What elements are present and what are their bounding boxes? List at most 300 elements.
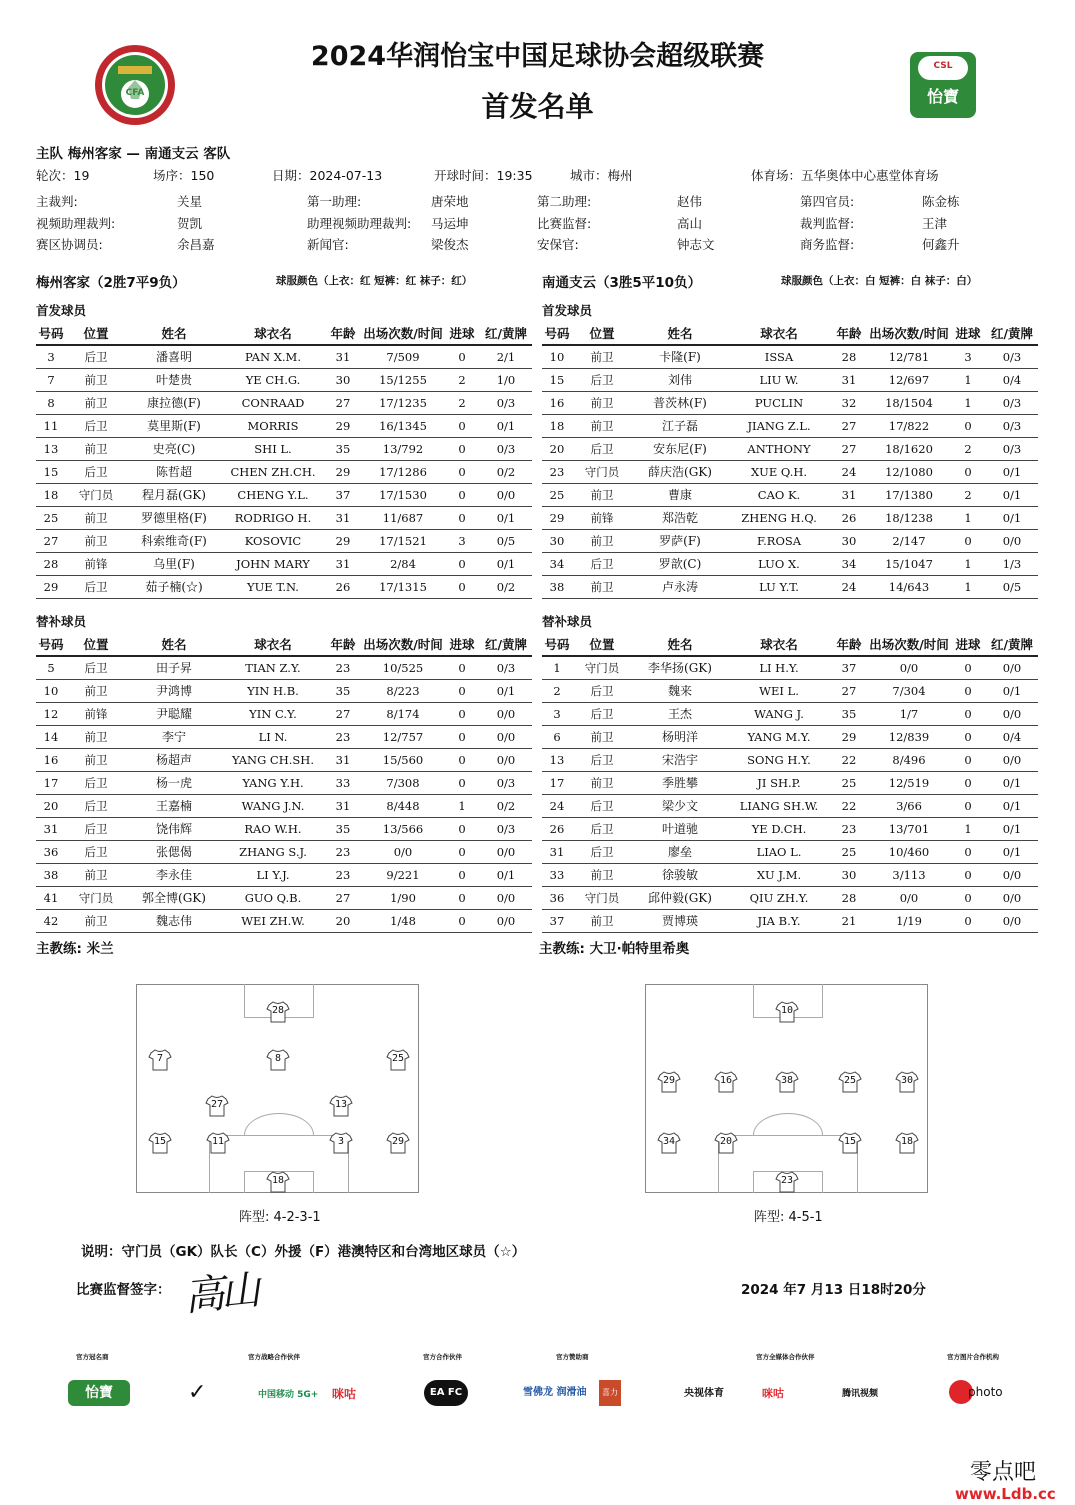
table-cell: WEI L. xyxy=(728,679,830,702)
table-cell: 5 xyxy=(36,656,66,679)
table-cell: 0/3 xyxy=(986,345,1038,368)
home-team-record: 梅州客家（2胜7平9负） xyxy=(36,275,186,291)
table-cell: 0/5 xyxy=(986,575,1038,598)
table-row xyxy=(542,886,1038,909)
home-formation-pitch xyxy=(136,984,419,1193)
table-cell: 前卫 xyxy=(66,679,126,702)
table-cell: XU J.M. xyxy=(728,863,830,886)
official-value: 赵伟 xyxy=(677,194,703,209)
table-cell: 1/3 xyxy=(986,552,1038,575)
table-cell: 0/3 xyxy=(986,414,1038,437)
table-cell: 1 xyxy=(444,794,480,817)
table-cell: 0/2 xyxy=(480,460,532,483)
table-cell: 0 xyxy=(444,679,480,702)
player-shirt xyxy=(266,1171,290,1193)
table-cell: 16/1345 xyxy=(362,414,444,437)
table-cell: SONG H.Y. xyxy=(728,748,830,771)
table-cell: 3 xyxy=(950,345,986,368)
official-label: 裁判监督: xyxy=(800,216,855,231)
table-cell: 7/509 xyxy=(362,345,444,368)
table-cell: 0 xyxy=(444,345,480,368)
signature-label: 比赛监督签字： xyxy=(76,1282,171,1298)
official-value: 高山 xyxy=(677,216,703,231)
table-cell: 36 xyxy=(36,840,66,863)
table-cell: 16 xyxy=(36,748,66,771)
player-shirt xyxy=(775,1071,799,1093)
table-cell: 31 xyxy=(542,840,572,863)
table-row xyxy=(542,575,1038,598)
table-cell: 前卫 xyxy=(572,725,632,748)
table-cell: 30 xyxy=(324,368,362,391)
table-cell: 后卫 xyxy=(66,840,126,863)
cctv-sports-logo: 央视体育 xyxy=(684,1388,724,1399)
shirt-number: 23 xyxy=(780,1175,794,1186)
table-cell: 徐骏敏 xyxy=(632,863,728,886)
table-cell: ISSA xyxy=(728,345,830,368)
table-cell: 17/1521 xyxy=(362,529,444,552)
table-cell: 15/560 xyxy=(362,748,444,771)
table-cell: WANG J.N. xyxy=(222,794,324,817)
table-cell: LUO X. xyxy=(728,552,830,575)
table-cell: 25 xyxy=(830,840,868,863)
official-value: 关星 xyxy=(177,194,203,209)
table-cell: XUE Q.H. xyxy=(728,460,830,483)
cfa-logo-text: CFA xyxy=(125,88,145,98)
table-cell: TIAN Z.Y. xyxy=(222,656,324,679)
table-cell: F.ROSA xyxy=(728,529,830,552)
table-row xyxy=(36,748,532,771)
table-cell: 14 xyxy=(36,725,66,748)
table-cell: JOHN MARY xyxy=(222,552,324,575)
table-row xyxy=(36,817,532,840)
table-cell: 0/3 xyxy=(480,771,532,794)
home-kit-colors: 球服颜色（上衣：红 短裤：红 袜子：红） xyxy=(276,275,473,287)
table-cell: 16 xyxy=(542,391,572,414)
table-cell: 1 xyxy=(950,552,986,575)
table-cell: 1 xyxy=(950,391,986,414)
table-cell: 29 xyxy=(324,414,362,437)
table-cell: YIN H.B. xyxy=(222,679,324,702)
table-cell: 35 xyxy=(324,437,362,460)
table-cell: 康拉德(F) xyxy=(126,391,222,414)
table-cell: 0/0 xyxy=(868,886,950,909)
home-coach: 主教练: 米兰 xyxy=(36,941,114,957)
round: 轮次：19 xyxy=(36,168,90,183)
table-cell: 李宁 xyxy=(126,725,222,748)
table-cell: 曹康 xyxy=(632,483,728,506)
watermark-url: www.Ldb.cc xyxy=(955,1485,1056,1503)
table-cell: 31 xyxy=(36,817,66,840)
table-cell: 13/566 xyxy=(362,817,444,840)
table-cell: 28 xyxy=(36,552,66,575)
table-cell: SHI L. xyxy=(222,437,324,460)
table-cell: 26 xyxy=(542,817,572,840)
table-cell: 0/0 xyxy=(480,886,532,909)
table-cell: 前卫 xyxy=(572,529,632,552)
table-cell: 0/0 xyxy=(986,886,1038,909)
table-cell: 33 xyxy=(324,771,362,794)
table-cell: 0/1 xyxy=(986,817,1038,840)
table-header-row xyxy=(36,322,532,345)
table-row xyxy=(36,725,532,748)
table-row xyxy=(542,437,1038,460)
table-cell: 守门员 xyxy=(572,656,632,679)
table-row xyxy=(542,679,1038,702)
table-cell: 0/0 xyxy=(986,909,1038,932)
table-cell: 0 xyxy=(950,863,986,886)
shirt-number: 29 xyxy=(662,1075,676,1086)
player-shirt xyxy=(714,1132,738,1154)
table-cell: 0 xyxy=(444,483,480,506)
table-cell: 24 xyxy=(542,794,572,817)
table-row xyxy=(36,506,532,529)
table-cell: YE CH.G. xyxy=(222,368,324,391)
official-value: 何鑫升 xyxy=(922,237,960,252)
table-cell: 11 xyxy=(36,414,66,437)
column-header: 球衣名 xyxy=(222,633,324,656)
table-row xyxy=(36,483,532,506)
table-cell: 1/0 xyxy=(480,368,532,391)
table-row xyxy=(542,725,1038,748)
column-header: 位置 xyxy=(66,322,126,345)
column-header: 姓名 xyxy=(632,322,728,345)
table-cell: 1 xyxy=(950,575,986,598)
home-formation: 阵型: 4-2-3-1 xyxy=(239,1210,321,1225)
table-row xyxy=(36,840,532,863)
table-row xyxy=(36,909,532,932)
table-cell: 31 xyxy=(830,483,868,506)
table-cell: 6 xyxy=(542,725,572,748)
column-header: 红/黄牌 xyxy=(986,322,1038,345)
table-cell: 23 xyxy=(324,725,362,748)
table-row xyxy=(36,437,532,460)
table-cell: 科索维奇(F) xyxy=(126,529,222,552)
column-header: 进球 xyxy=(950,633,986,656)
table-cell: 26 xyxy=(830,506,868,529)
table-cell: 魏来 xyxy=(632,679,728,702)
table-row xyxy=(36,863,532,886)
table-cell: 41 xyxy=(36,886,66,909)
table-row xyxy=(36,794,532,817)
column-header: 号码 xyxy=(36,322,66,345)
official-value: 贺凯 xyxy=(177,216,203,231)
table-cell: 12/839 xyxy=(868,725,950,748)
teams-line: 主队 梅州客家 — 南通支云 客队 xyxy=(36,146,231,162)
table-cell: 前锋 xyxy=(66,702,126,725)
kickoff-time: 开球时间：19:35 xyxy=(434,168,533,183)
table-cell: MORRIS xyxy=(222,414,324,437)
away-formation: 阵型: 4-5-1 xyxy=(754,1210,823,1225)
table-cell: 2 xyxy=(950,483,986,506)
table-cell: 叶楚贵 xyxy=(126,368,222,391)
city: 城市：梅州 xyxy=(570,168,633,183)
table-cell: 0/3 xyxy=(480,437,532,460)
table-cell: 后卫 xyxy=(66,414,126,437)
table-cell: 26 xyxy=(324,575,362,598)
match-no: 场序：150 xyxy=(153,168,215,183)
table-cell: 0 xyxy=(444,725,480,748)
table-cell: 后卫 xyxy=(572,679,632,702)
table-cell: 尹聪耀 xyxy=(126,702,222,725)
table-cell: KOSOVIC xyxy=(222,529,324,552)
table-cell: 17/822 xyxy=(868,414,950,437)
table-cell: 0 xyxy=(444,575,480,598)
sponsor-label: 官方合作伙伴 xyxy=(423,1353,462,1361)
table-cell: 22 xyxy=(830,748,868,771)
table-cell: 0/1 xyxy=(986,506,1038,529)
table-cell: 36 xyxy=(542,886,572,909)
player-shirt xyxy=(838,1071,862,1093)
table-cell: 邱仲毅(GK) xyxy=(632,886,728,909)
table-cell: YANG Y.H. xyxy=(222,771,324,794)
table-cell: 23 xyxy=(830,817,868,840)
shirt-number: 20 xyxy=(719,1136,733,1147)
table-cell: 前卫 xyxy=(572,863,632,886)
player-shirt xyxy=(714,1071,738,1093)
table-cell: 15 xyxy=(36,460,66,483)
table-cell: 35 xyxy=(324,679,362,702)
table-cell: 0 xyxy=(950,886,986,909)
table-cell: 15 xyxy=(542,368,572,391)
table-cell: 27 xyxy=(830,679,868,702)
table-cell: 2 xyxy=(542,679,572,702)
official-value: 王津 xyxy=(922,216,948,231)
official-value: 唐荣地 xyxy=(431,194,469,209)
heineken-logo: 喜力 xyxy=(599,1380,621,1406)
table-cell: 前卫 xyxy=(572,391,632,414)
table-cell: 0/0 xyxy=(362,840,444,863)
table-cell: 前卫 xyxy=(572,345,632,368)
sponsor-label: 官方全媒体合作伙伴 xyxy=(756,1353,815,1361)
player-shirt xyxy=(895,1071,919,1093)
table-cell: 史亮(C) xyxy=(126,437,222,460)
table-cell: 0/0 xyxy=(480,840,532,863)
table-cell: 0/1 xyxy=(480,863,532,886)
table-cell: 0/3 xyxy=(480,656,532,679)
table-cell: 贾博瑛 xyxy=(632,909,728,932)
signed-time: 2024 年7 月13 日18时20分 xyxy=(741,1282,926,1298)
table-cell: 29 xyxy=(324,529,362,552)
table-cell: 12/697 xyxy=(868,368,950,391)
table-cell: 0/4 xyxy=(986,725,1038,748)
table-cell: 2 xyxy=(950,437,986,460)
table-cell: 3/66 xyxy=(868,794,950,817)
table-cell: 刘伟 xyxy=(632,368,728,391)
table-cell: 0 xyxy=(950,702,986,725)
table-cell: 梁少文 xyxy=(632,794,728,817)
home-starters-table xyxy=(36,322,532,599)
table-cell: 张偲偈 xyxy=(126,840,222,863)
table-cell: 茹子楠(☆) xyxy=(126,575,222,598)
column-header: 年龄 xyxy=(324,322,362,345)
table-cell: 1/48 xyxy=(362,909,444,932)
sponsor-label: 官方赞助商 xyxy=(556,1353,589,1361)
table-cell: 31 xyxy=(324,794,362,817)
table-cell: 31 xyxy=(830,368,868,391)
table-cell: 叶道驰 xyxy=(632,817,728,840)
supervisor-signature: 高山 xyxy=(182,1267,259,1321)
table-cell: 0 xyxy=(950,679,986,702)
table-cell: 17/1286 xyxy=(362,460,444,483)
table-cell: 0 xyxy=(444,909,480,932)
table-cell: 3/113 xyxy=(868,863,950,886)
table-cell: 0 xyxy=(444,552,480,575)
table-cell: 7/304 xyxy=(868,679,950,702)
table-cell: 37 xyxy=(324,483,362,506)
table-cell: 普茨林(F) xyxy=(632,391,728,414)
column-header: 位置 xyxy=(66,633,126,656)
sponsor-label: 官方战略合作伙伴 xyxy=(248,1353,300,1361)
table-cell: 2/1 xyxy=(480,345,532,368)
page-subtitle: 首发名单 xyxy=(481,90,594,123)
table-cell: 0 xyxy=(444,437,480,460)
table-cell: 0/2 xyxy=(480,794,532,817)
column-header: 球衣名 xyxy=(222,322,324,345)
player-shirt xyxy=(657,1132,681,1154)
column-header: 姓名 xyxy=(126,322,222,345)
table-cell: JIANG Z.L. xyxy=(728,414,830,437)
table-cell: 前卫 xyxy=(572,771,632,794)
table-cell: 23 xyxy=(324,863,362,886)
table-row xyxy=(36,702,532,725)
table-cell: 1 xyxy=(950,506,986,529)
table-cell: CONRAAD xyxy=(222,391,324,414)
table-cell: 前卫 xyxy=(572,414,632,437)
away-subs-label: 替补球员 xyxy=(542,614,593,629)
table-cell: 后卫 xyxy=(66,656,126,679)
table-cell: 守门员 xyxy=(572,460,632,483)
table-row xyxy=(542,771,1038,794)
table-cell: 0 xyxy=(444,414,480,437)
table-cell: 18 xyxy=(542,414,572,437)
table-cell: 32 xyxy=(830,391,868,414)
table-row xyxy=(542,817,1038,840)
table-cell: 35 xyxy=(324,817,362,840)
table-cell: 15/1047 xyxy=(868,552,950,575)
table-cell: 田子昇 xyxy=(126,656,222,679)
table-cell: ZHANG S.J. xyxy=(222,840,324,863)
official-label: 安保官: xyxy=(537,237,579,252)
away-kit-colors: 球服颜色（上衣：白 短裤：白 袜子：白） xyxy=(781,275,978,287)
table-cell: 20 xyxy=(542,437,572,460)
official-value: 陈金栋 xyxy=(922,194,960,209)
table-cell: 10/460 xyxy=(868,840,950,863)
table-cell: 0 xyxy=(444,863,480,886)
photo-logo: photo xyxy=(968,1385,1003,1399)
table-cell: 17/1315 xyxy=(362,575,444,598)
table-cell: 0/1 xyxy=(480,679,532,702)
column-header: 位置 xyxy=(572,322,632,345)
home-subs-table xyxy=(36,633,532,933)
table-row xyxy=(542,863,1038,886)
table-cell: 1/7 xyxy=(868,702,950,725)
table-cell: 卡隆(F) xyxy=(632,345,728,368)
table-cell: 2/147 xyxy=(868,529,950,552)
table-cell: 杨一虎 xyxy=(126,771,222,794)
table-cell: 17 xyxy=(542,771,572,794)
table-cell: 0 xyxy=(444,817,480,840)
player-shirt xyxy=(329,1132,353,1154)
table-row xyxy=(542,702,1038,725)
table-cell: 0/1 xyxy=(986,483,1038,506)
shirt-number: 15 xyxy=(843,1136,857,1147)
away-starters-label: 首发球员 xyxy=(542,303,593,318)
shirt-number: 28 xyxy=(271,1005,285,1016)
table-cell: 饶伟辉 xyxy=(126,817,222,840)
table-row xyxy=(36,656,532,679)
table-cell: 前卫 xyxy=(66,863,126,886)
table-cell: 34 xyxy=(830,552,868,575)
table-cell: GUO Q.B. xyxy=(222,886,324,909)
table-row xyxy=(542,748,1038,771)
table-cell: 10/525 xyxy=(362,656,444,679)
table-cell: 0/3 xyxy=(480,391,532,414)
table-row xyxy=(36,414,532,437)
table-cell: 20 xyxy=(36,794,66,817)
table-cell: 0/1 xyxy=(986,840,1038,863)
table-cell: 3 xyxy=(444,529,480,552)
table-cell: 18 xyxy=(36,483,66,506)
column-header: 号码 xyxy=(542,633,572,656)
sponsor-label: 官方图片合作机构 xyxy=(947,1353,999,1361)
table-cell: 31 xyxy=(324,552,362,575)
table-cell: 0 xyxy=(444,840,480,863)
table-cell: 24 xyxy=(830,460,868,483)
column-header: 进球 xyxy=(444,322,480,345)
table-cell: 0 xyxy=(950,656,986,679)
shirt-number: 29 xyxy=(391,1136,405,1147)
column-header: 出场次数/时间 xyxy=(362,633,444,656)
table-cell: 1 xyxy=(950,368,986,391)
table-cell: 42 xyxy=(36,909,66,932)
table-cell: 0/1 xyxy=(480,506,532,529)
table-cell: 0/1 xyxy=(986,794,1038,817)
table-cell: 0/0 xyxy=(480,702,532,725)
table-cell: 29 xyxy=(324,460,362,483)
table-cell: LI Y.J. xyxy=(222,863,324,886)
table-cell: 0/0 xyxy=(480,748,532,771)
table-cell: 28 xyxy=(830,886,868,909)
table-cell: 0/4 xyxy=(986,368,1038,391)
table-row xyxy=(36,679,532,702)
table-cell: 2 xyxy=(444,368,480,391)
player-shirt xyxy=(657,1071,681,1093)
officials-grid xyxy=(0,192,1075,258)
table-cell: CAO K. xyxy=(728,483,830,506)
table-cell: 0/3 xyxy=(986,437,1038,460)
shirt-number: 25 xyxy=(391,1053,405,1064)
table-cell: 陈哲超 xyxy=(126,460,222,483)
official-label: 商务监督: xyxy=(800,237,855,252)
table-cell: 27 xyxy=(36,529,66,552)
table-cell: 34 xyxy=(542,552,572,575)
table-row xyxy=(542,483,1038,506)
table-cell: QIU ZH.Y. xyxy=(728,886,830,909)
table-cell: 李永佳 xyxy=(126,863,222,886)
column-header: 红/黄牌 xyxy=(986,633,1038,656)
match-date: 日期：2024-07-13 xyxy=(272,168,383,183)
official-value: 梁俊杰 xyxy=(431,237,469,252)
table-cell: 后卫 xyxy=(572,748,632,771)
table-cell: 前卫 xyxy=(66,506,126,529)
table-row xyxy=(542,345,1038,368)
csl-logo-text: CSL xyxy=(933,61,953,71)
shirt-number: 13 xyxy=(334,1099,348,1110)
table-cell: LIU W. xyxy=(728,368,830,391)
away-starters-table xyxy=(542,322,1038,599)
table-cell: 22 xyxy=(830,794,868,817)
table-cell: 0 xyxy=(444,460,480,483)
